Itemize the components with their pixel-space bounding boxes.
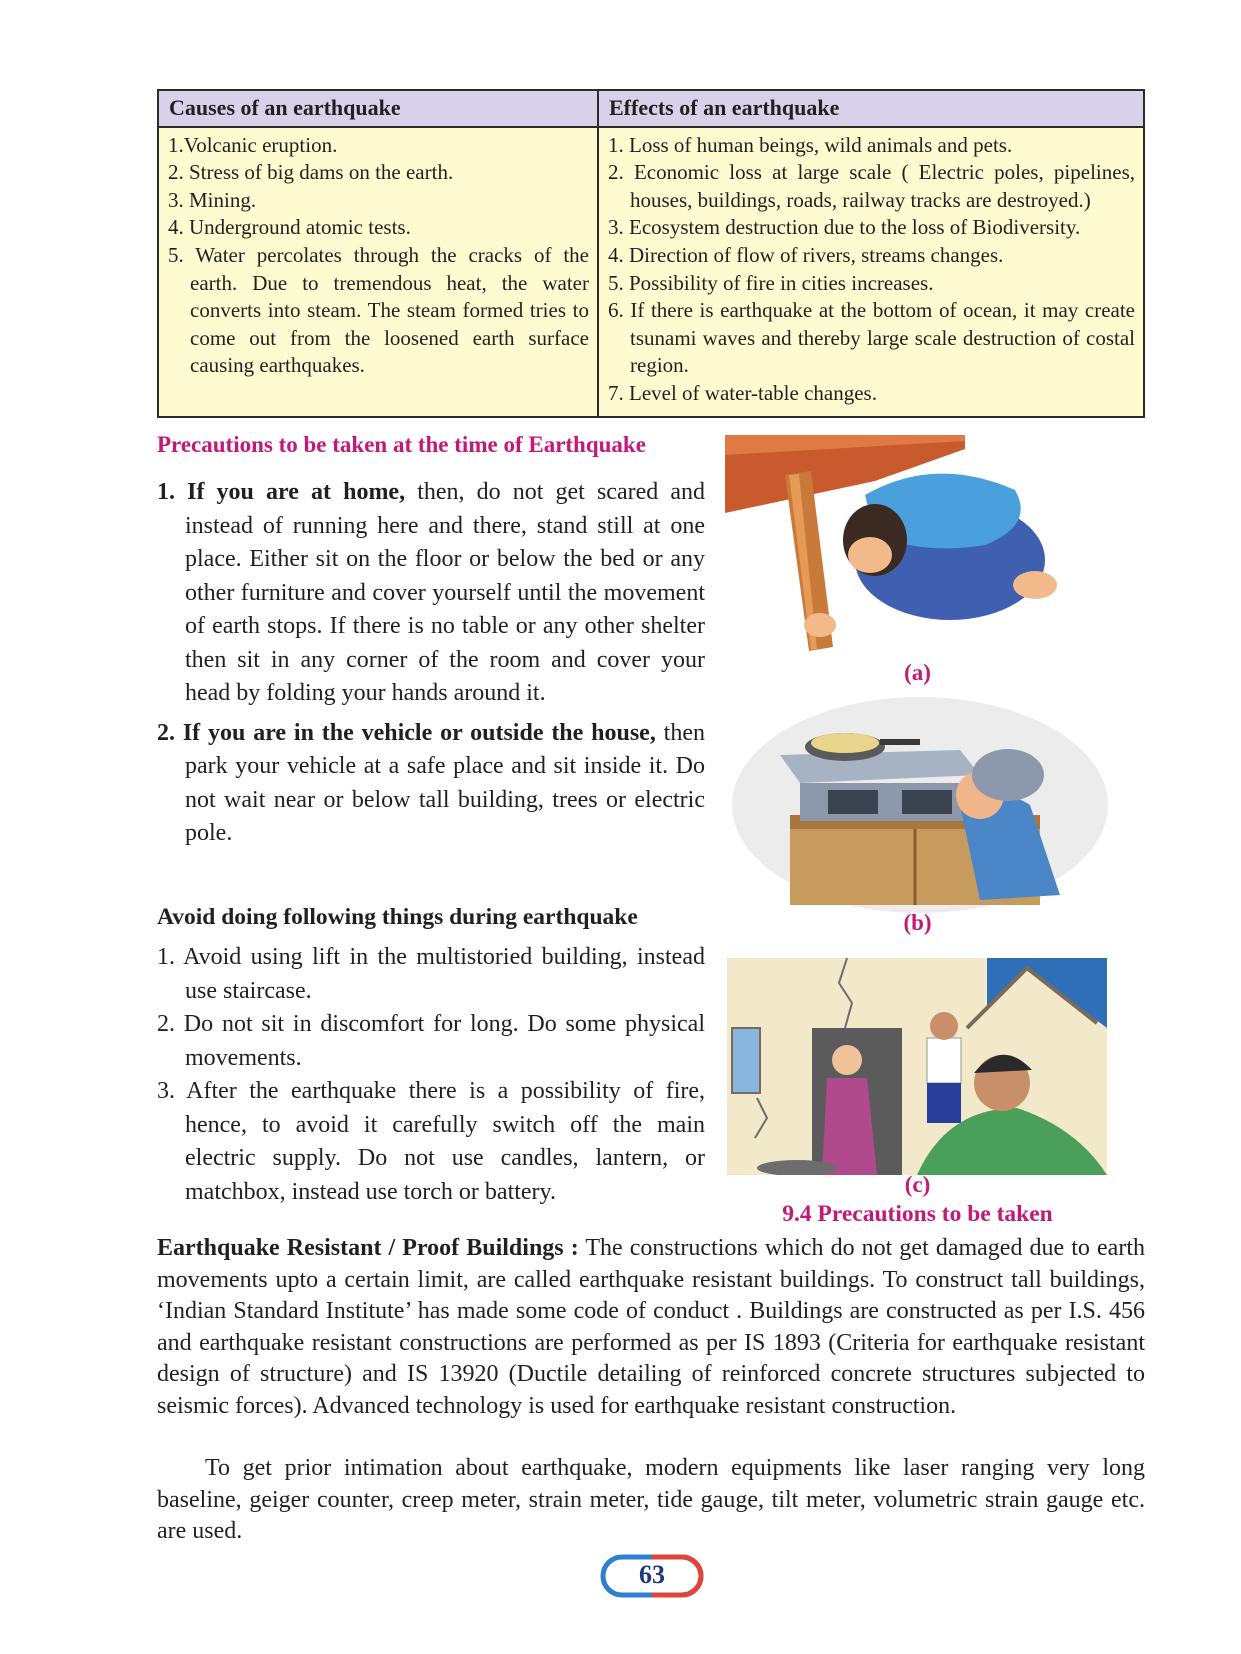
effects-cell <box>598 127 1144 417</box>
causes-effects-table <box>157 89 1145 418</box>
table-header-row <box>158 90 1144 127</box>
figure-a-label: (a) <box>904 660 931 685</box>
causes-cell <box>158 127 598 417</box>
avoid-item: 3. After the earthquake there is a possibility of fire, hence, to avoid it carefully switch off the main electric supply. Do not use candles, lantern, or matchbox, instead use torch or battery. <box>157 1078 705 1205</box>
precautions-heading: Precautions to be taken at the time of Earthquake <box>157 432 646 457</box>
precautions-list <box>157 476 705 851</box>
resistant-buildings-term: Earthquake Resistant / Proof Buildings : <box>157 1235 579 1261</box>
effect-item: 5. Possibility of fire in cities increases. <box>608 270 934 295</box>
precaution-vehicle-text: then park your vehicle at a safe place and sit inside it. Do not wait near or below tall building, trees or electric pole. <box>185 719 706 846</box>
cause-item: 3. Mining. <box>168 187 257 212</box>
avoid-item: 1. Avoid using lift in the multistoried building, instead use staircase. <box>157 944 705 1004</box>
avoid-item: 2. Do not sit in discomfort for long. Do some physical movements. <box>157 1011 705 1071</box>
item-number: 1. <box>157 479 175 505</box>
table-row <box>158 127 1144 417</box>
causes-list <box>168 132 589 380</box>
page-number: 63 <box>639 1560 665 1589</box>
effect-item: 1. Loss of human beings, wild animals and pets. <box>608 132 1013 157</box>
effect-item: 7. Level of water-table changes. <box>608 380 877 405</box>
figure-c-label: (c) <box>904 1172 931 1197</box>
precaution-home-bold: If you are at home, <box>187 479 406 505</box>
figure-a-illustration <box>725 435 1110 661</box>
avoid-heading: Avoid doing following things during earthquake <box>157 904 638 930</box>
item-number: 2. <box>157 719 175 746</box>
intimation-paragraph: To get prior intimation about earthquake, modern equipments like laser ranging very long baseline, geiger counter, creep meter, strain meter, tide gauge, tilt meter, volumetric strain gauge etc. are used. <box>157 1455 1145 1545</box>
effect-item: 3. Ecosystem destruction due to the loss of Biodiversity. <box>608 215 1081 240</box>
effects-list <box>608 132 1135 408</box>
effects-header: Effects of an earthquake <box>598 90 1144 127</box>
resistant-buildings-text: The constructions which do not get damaged due to earth movements upto a certain limit, are called earthquake resistant buildings. To construct tall buildings, ‘Indian Standard Institute’ has made some code of conduct . Buildings are constructed as per I.S. 456 and earthquake resistant constructions are performed as per IS 1893 (Criteria for earthquake resistant design of structure) and IS 13920 (Ductile detailing of reinforced concrete structures subjected to seismic forces). Advanced technology is used for earthquake resistant construction. <box>157 1235 1145 1419</box>
causes-header: Causes of an earthquake <box>158 90 598 127</box>
precaution-item-home <box>157 476 705 711</box>
precaution-home-text: then, do not get scared and instead of running here and there, stand still at one place. Either sit on the floor or below the bed or any other furniture and cover yourself until the movement of earth stops. If there is no table or any other shelter then sit in any corner of the room and cover your head by folding your hands around it. <box>185 479 705 706</box>
figure-caption: 9.4 Precautions to be taken <box>782 1201 1053 1227</box>
cause-item: 2. Stress of big dams on the earth. <box>168 160 454 185</box>
effect-item: 2. Economic loss at large scale ( Electric poles, pipelines, houses, buildings, roads, railway tracks are destroyed.) <box>608 160 1135 212</box>
figure-b-illustration <box>730 695 1110 915</box>
precaution-vehicle-bold: If you are in the vehicle or outside the house, <box>182 719 656 746</box>
avoid-list <box>157 941 705 1209</box>
cause-item: 4. Underground atomic tests. <box>168 215 411 240</box>
effect-item: 4. Direction of flow of rivers, streams changes. <box>608 242 1004 267</box>
cause-item: 1.Volcanic eruption. <box>168 132 338 157</box>
resistant-buildings-paragraph <box>157 1233 1145 1423</box>
precaution-item-vehicle <box>157 717 705 851</box>
figure-b-label: (b) <box>903 910 932 935</box>
effect-item: 6. If there is earthquake at the bottom of ocean, it may create tsunami waves and thereby large scale destruction of costal region. <box>608 298 1135 378</box>
cause-item: 5. Water percolates through the cracks of the earth. Due to tremendous heat, the water converts into steam. The steam formed tries to come out from the loosened earth surface causing earthquakes. <box>168 242 589 378</box>
figure-c-illustration <box>727 958 1107 1175</box>
